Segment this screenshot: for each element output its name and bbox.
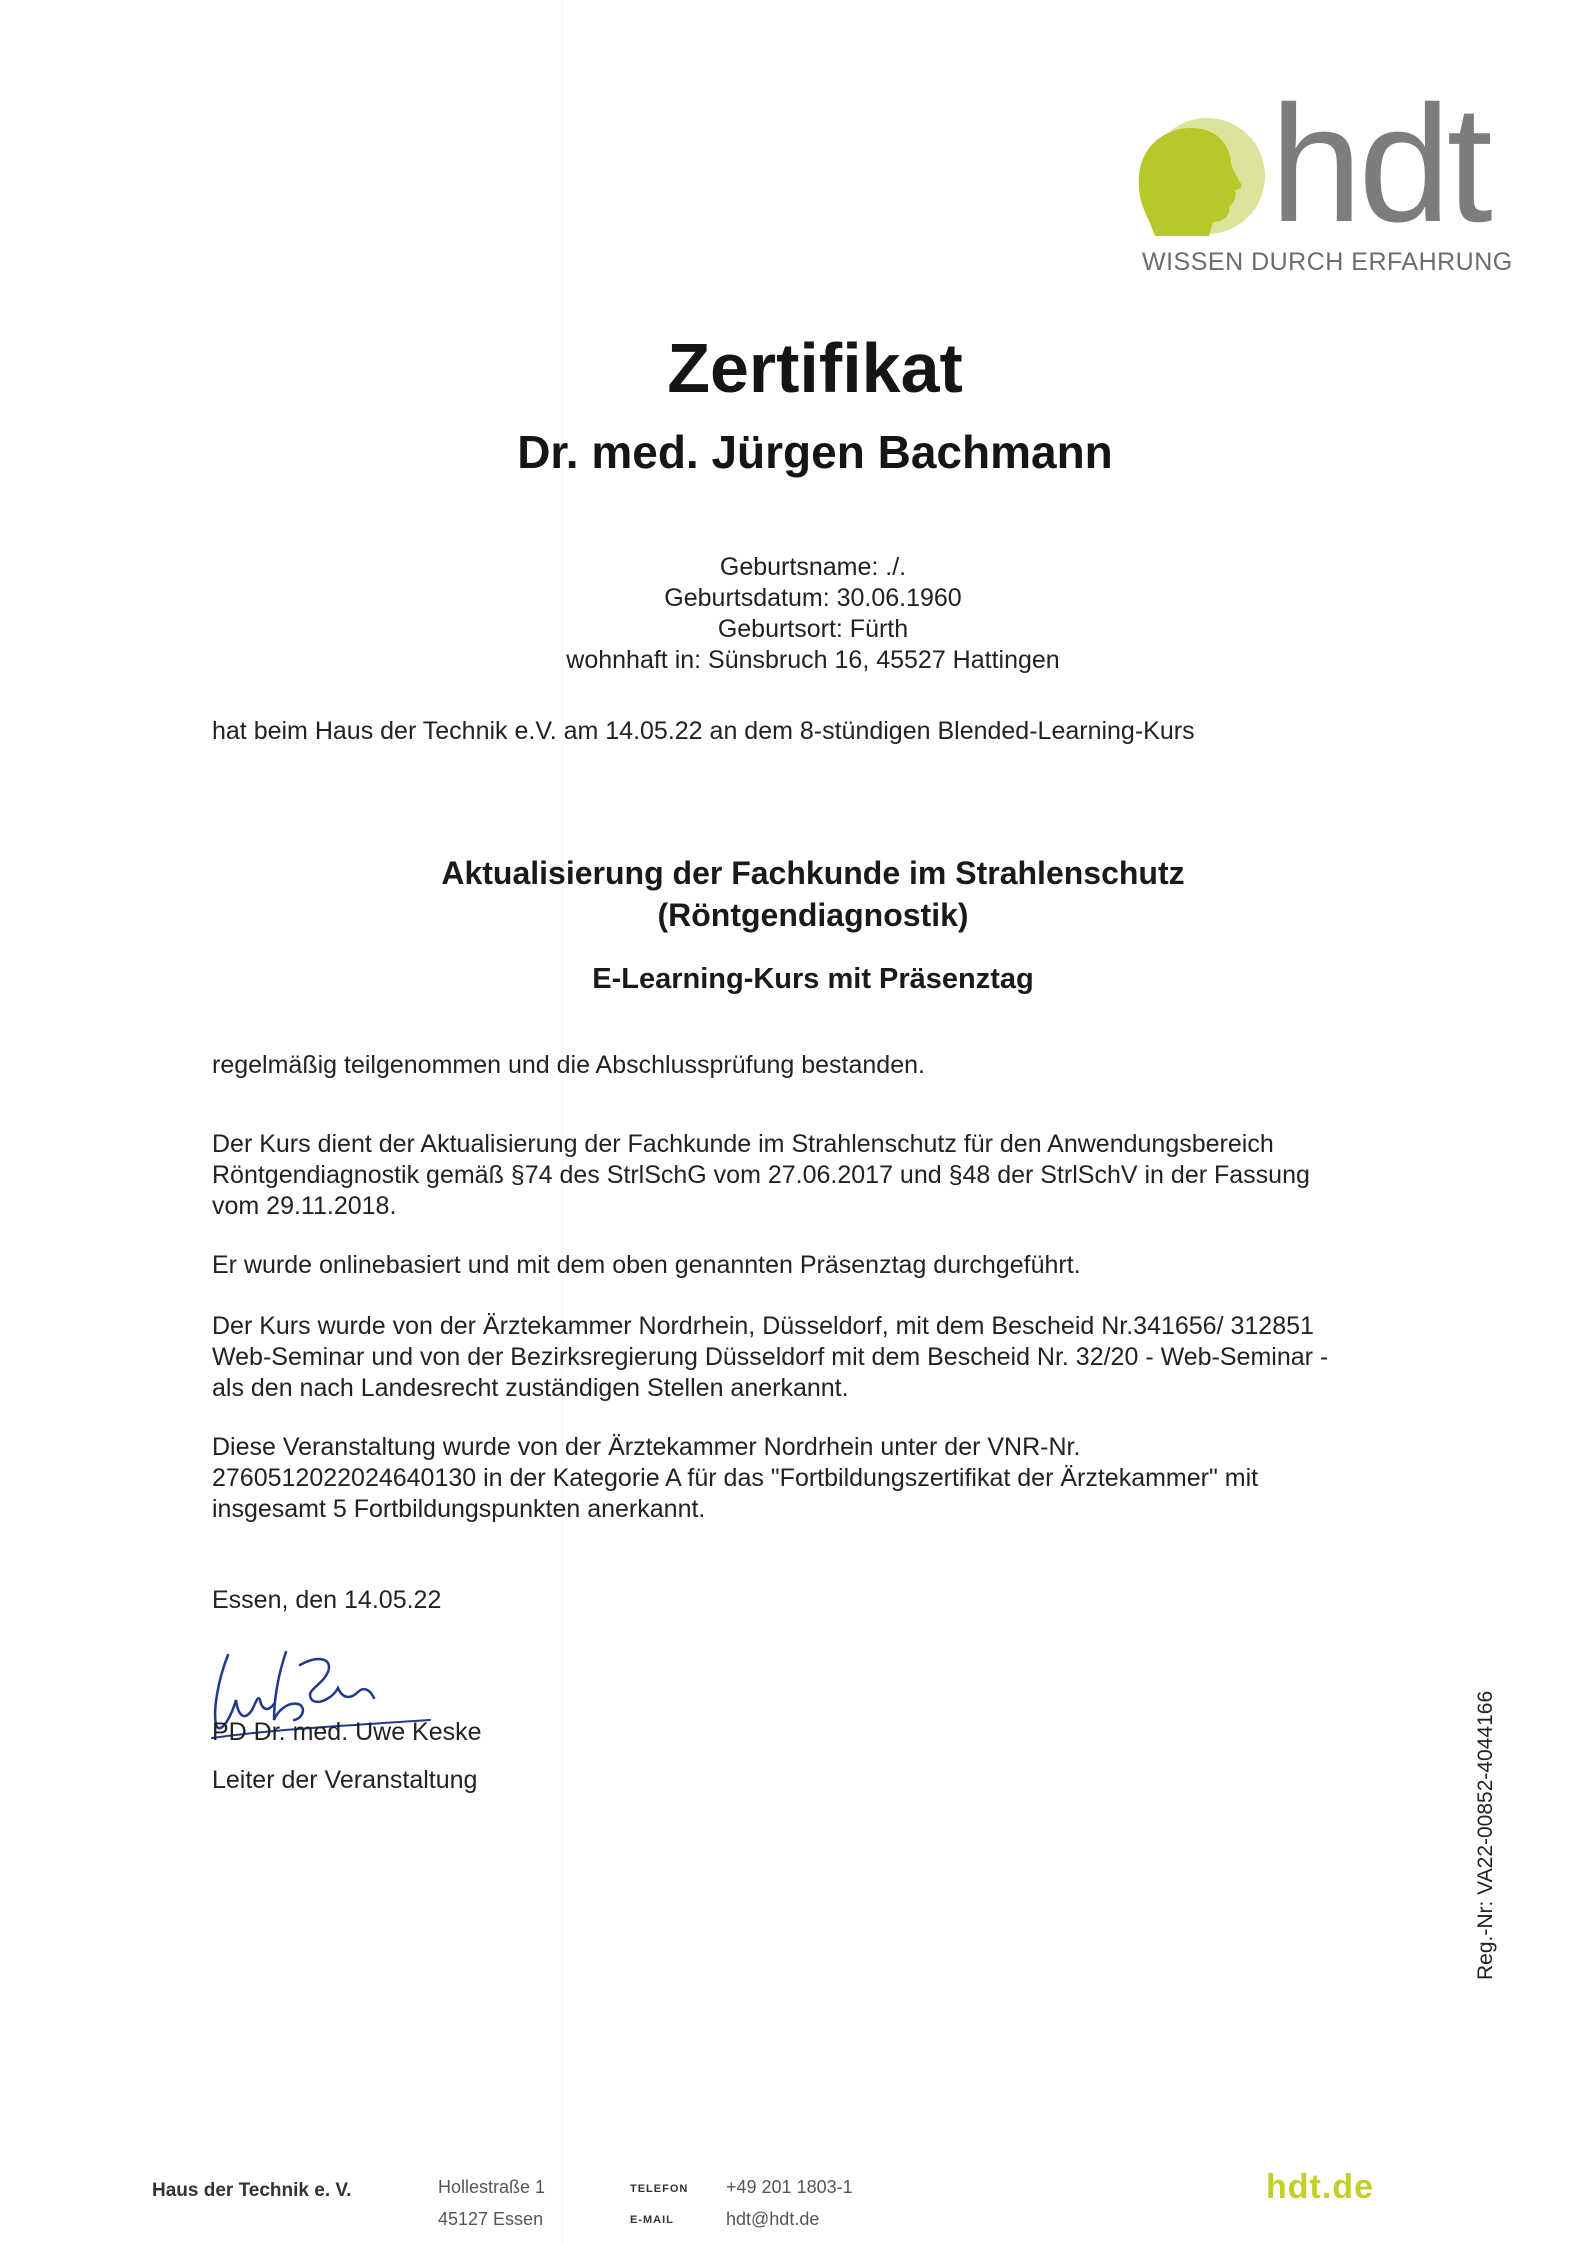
text-line: Der Kurs wurde von der Ärztekammer Nordrhein, Düsseldorf, mit dem Bescheid Nr.341656/ 312851 xyxy=(212,1312,1314,1340)
course-title-line-2: (Röntgendiagnostik) xyxy=(657,897,969,933)
certificate-title: Zertifikat xyxy=(667,329,963,407)
phone-label: TELEFON xyxy=(630,2183,689,2195)
birth-date: Geburtsdatum: 30.06.1960 xyxy=(664,584,962,612)
text-line: 2760512022024640130 in der Kategorie A für das "Fortbildungszertifikat der Ärztekammer" mit xyxy=(212,1464,1259,1492)
paragraph-format: Er wurde onlinebasiert und mit dem oben genannten Präsenztag durchgeführt. xyxy=(212,1251,1081,1279)
course-title-line-1: Aktualisierung der Fachkunde im Strahlenschutz xyxy=(441,855,1185,891)
registration-number: Reg.-Nr: VA22-00852-4044166 xyxy=(1474,1690,1497,1980)
footer-phone: +49 201 1803-1 xyxy=(726,2177,853,2197)
footer-email[interactable]: hdt@hdt.de xyxy=(726,2209,820,2229)
text-line: als den nach Landesrecht zuständigen Stellen anerkannt. xyxy=(212,1374,849,1402)
paragraph-accreditation xyxy=(212,1311,1442,1404)
text-line: Der Kurs dient der Aktualisierung der Fachkunde im Strahlenschutz für den Anwendungsbereich xyxy=(212,1130,1274,1158)
course-subtitle: E-Learning-Kurs mit Präsenztag xyxy=(592,963,1034,995)
place-date: Essen, den 14.05.22 xyxy=(212,1586,442,1614)
email-label: E-MAIL xyxy=(630,2214,674,2226)
footer-contact xyxy=(726,2177,853,2230)
footer-address xyxy=(438,2177,545,2230)
birth-place: Geburtsort: Fürth xyxy=(717,615,909,643)
footer-contact-labels xyxy=(630,2183,688,2226)
text-line: insgesamt 5 Fortbildungspunkten anerkannt. xyxy=(212,1495,706,1523)
birth-name: Geburtsname: ./. xyxy=(719,553,907,581)
text-line: Web-Seminar und von der Bezirksregierung Düsseldorf mit dem Bescheid Nr. 32/20 - Web-Seminar - xyxy=(212,1343,1329,1371)
recipient-name: Dr. med. Jürgen Bachmann xyxy=(517,426,1113,478)
text-line: Röntgendiagnostik gemäß §74 des StrlSchG vom 27.06.2017 und §48 der StrlSchV in der Fassung xyxy=(212,1161,1310,1189)
signatory-name: PD Dr. med. Uwe Keske xyxy=(212,1718,482,1746)
residence: wohnhaft in: Sünsbruch 16, 45527 Hattingen xyxy=(566,646,1060,674)
paragraph-legal-basis xyxy=(212,1129,1442,1222)
personal-details xyxy=(0,552,1576,676)
logo-wordmark: hdt xyxy=(1270,72,1489,257)
text-line: vom 29.11.2018. xyxy=(212,1192,397,1220)
footer-website-link[interactable]: hdt.de xyxy=(1266,2168,1374,2206)
footer-organization: Haus der Technik e. V. xyxy=(152,2180,352,2201)
footer-city: 45127 Essen xyxy=(438,2209,544,2229)
head-profile-icon xyxy=(1125,118,1275,248)
footer-street: Hollestraße 1 xyxy=(438,2177,546,2197)
intro-text: hat beim Haus der Technik e.V. am 14.05.22 an dem 8-stündigen Blended-Learning-Kurs xyxy=(212,717,1195,745)
course-title xyxy=(0,852,1576,936)
logo-tagline: WISSEN DURCH ERFAHRUNG xyxy=(1142,248,1513,276)
result-text: regelmäßig teilgenommen und die Abschlussprüfung bestanden. xyxy=(212,1051,925,1079)
paragraph-cme-points xyxy=(212,1432,1442,1525)
hdt-logo xyxy=(1120,72,1513,288)
text-line: Diese Veranstaltung wurde von der Ärztekammer Nordrhein unter der VNR-Nr. xyxy=(212,1433,1081,1461)
signatory-role: Leiter der Veranstaltung xyxy=(212,1766,478,1794)
